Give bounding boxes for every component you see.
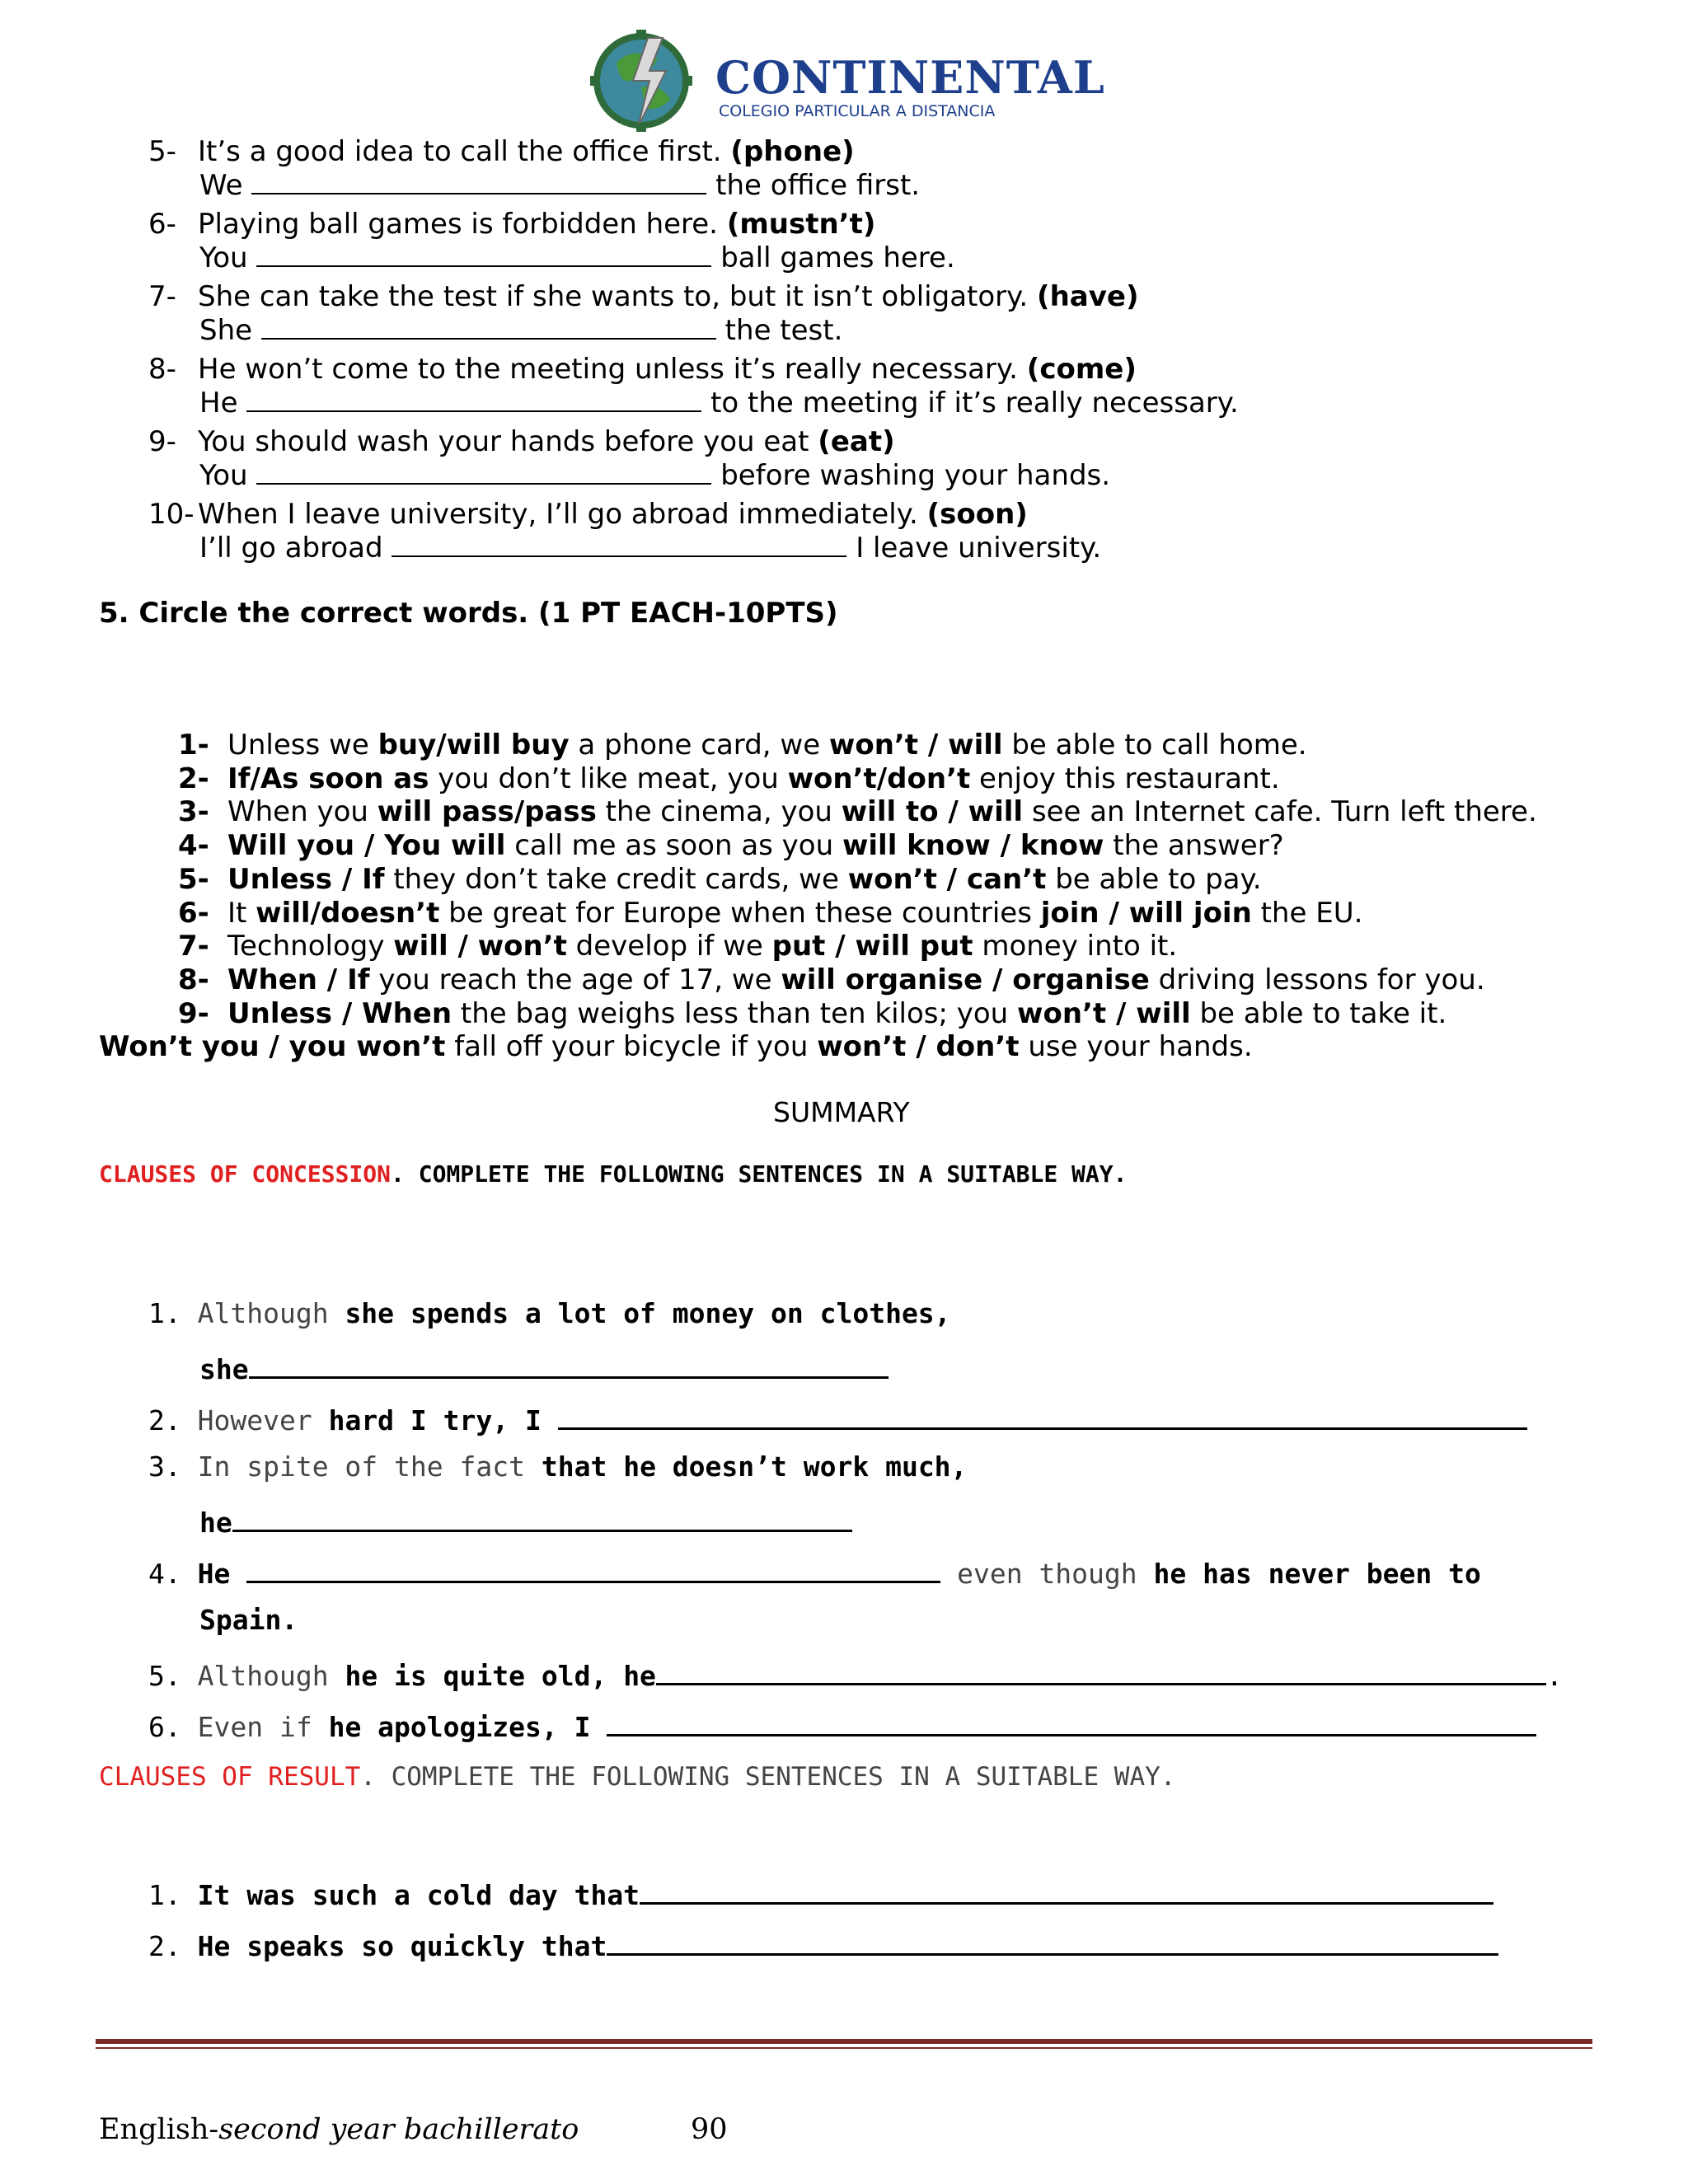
choice-option[interactable]: Unless / If xyxy=(227,862,385,896)
transform-item-answer: We the office first. xyxy=(199,169,921,202)
choice-option[interactable]: won’t / don’t xyxy=(817,1030,1020,1063)
circle-item: 3- When you will pass/pass the cinema, you will to / will see an Internet cafe. Turn left there. xyxy=(178,795,1537,829)
answer-blank[interactable] xyxy=(261,313,716,340)
result-title xyxy=(99,1762,1175,1792)
choice-option[interactable]: will organise / organise xyxy=(781,963,1150,996)
transform-item-answer: She the test. xyxy=(199,314,843,347)
choice-option[interactable]: When / If xyxy=(227,963,370,996)
transform-item: 8- He won’t come to the meeting unless it’s really necessary. (come) xyxy=(148,353,1137,386)
choice-option[interactable]: If/As soon as xyxy=(227,762,429,795)
footer-rule xyxy=(96,2039,1592,2044)
concession-item-3: 3. In spite of the fact that he doesn’t work much, xyxy=(148,1451,968,1483)
result-item-1: 1. It was such a cold day that xyxy=(148,1874,1493,1911)
answer-blank[interactable] xyxy=(246,386,701,412)
answer-blank[interactable] xyxy=(392,531,846,557)
concession-title-red: CLAUSES OF CONCESSION xyxy=(99,1160,392,1188)
transform-item-answer: I’ll go abroad I leave university. xyxy=(199,532,1102,565)
choice-option[interactable]: will to / will xyxy=(841,795,1024,829)
transform-item: 9- You should wash your hands before you eat (eat) xyxy=(148,425,895,458)
circle-item: 7- Technology will / won’t develop if we put / will put money into it. xyxy=(178,930,1178,963)
circle-item: 2- If/As soon as you don’t like meat, you won’t/don’t enjoy this restaurant. xyxy=(178,762,1280,795)
answer-blank[interactable] xyxy=(607,1706,1536,1736)
choice-option[interactable]: put / will put xyxy=(771,930,973,963)
choice-option[interactable]: will pass/pass xyxy=(377,795,597,829)
choice-option[interactable]: won’t / can’t xyxy=(847,862,1047,896)
result-item-2: 2. He speaks so quickly that xyxy=(148,1925,1498,1962)
choice-option[interactable]: Unless / When xyxy=(227,996,452,1030)
transform-item: 7- She can take the test if she wants to, but it isn’t obligatory. (have) xyxy=(148,280,1139,313)
summary-heading: SUMMARY xyxy=(773,1096,910,1128)
circle-item-10: Won’t you / you won’t fall off your bicycle if you won’t / don’t use your hands. xyxy=(99,1030,1253,1063)
footer-rule-thin xyxy=(96,2047,1592,2049)
circle-item: 8- When / If you reach the age of 17, we will organise / organise driving lessons for you. xyxy=(178,963,1485,996)
concession-title-rest: . COMPLETE THE FOLLOWING SENTENCES IN A SUITABLE WAY. xyxy=(391,1160,1128,1188)
school-logo xyxy=(584,30,1105,132)
concession-item-2: 2. However hard I try, I xyxy=(148,1399,1527,1436)
choice-option[interactable]: buy/will buy xyxy=(377,729,570,762)
section-5-title: 5. Circle the correct words. (1 PT EACH-10PTS) xyxy=(99,597,838,630)
answer-blank[interactable] xyxy=(249,1348,889,1379)
choice-option[interactable]: will know / know xyxy=(842,829,1104,863)
answer-blank[interactable] xyxy=(232,1502,852,1532)
result-title-rest: . COMPLETE THE FOLLOWING SENTENCES IN A SUITABLE WAY. xyxy=(360,1762,1176,1792)
answer-blank[interactable] xyxy=(558,1399,1527,1430)
circle-item: 4- Will you / You will call me as soon as you will know / know the answer? xyxy=(178,829,1284,863)
result-title-red: CLAUSES OF RESULT xyxy=(99,1762,361,1792)
concession-item-1-line2: she xyxy=(199,1348,889,1385)
transform-item-answer: He to the meeting if it’s really necessary. xyxy=(199,387,1239,419)
transform-item-answer: You ball games here. xyxy=(199,241,955,274)
answer-blank[interactable] xyxy=(246,1553,940,1583)
brand-subtitle: COLEGIO PARTICULAR A DISTANCIA xyxy=(719,102,996,120)
choice-option[interactable]: Won’t you / you won’t xyxy=(99,1030,446,1063)
choice-option[interactable]: won’t / will xyxy=(1017,996,1191,1030)
choice-option[interactable]: Will you / You will xyxy=(227,829,506,863)
choice-option[interactable]: won’t/don’t xyxy=(787,762,971,795)
concession-item-3-line2: he xyxy=(199,1502,852,1539)
transform-item: 5- It’s a good idea to call the office first. (phone) xyxy=(148,135,855,168)
circle-item: 6- It will/doesn’t be great for Europe when these countries join / will join the EU. xyxy=(178,896,1363,930)
answer-blank[interactable] xyxy=(251,168,706,194)
circle-item: 9- Unless / When the bag weighs less than ten kilos; you won’t / will be able to take it. xyxy=(178,996,1447,1030)
choice-option[interactable]: won’t / will xyxy=(828,729,1003,762)
concession-item-6: 6. Even if he apologizes, I xyxy=(148,1706,1536,1743)
circle-item: 1- Unless we buy/will buy a phone card, we won’t / will be able to call home. xyxy=(178,729,1307,762)
concession-title xyxy=(99,1160,1127,1188)
circle-item: 5- Unless / If they don’t take credit cards, we won’t / can’t be able to pay. xyxy=(178,862,1262,896)
answer-blank[interactable] xyxy=(256,458,711,485)
footer-subject: English-second year bachillerato xyxy=(99,2113,579,2146)
choice-option[interactable]: join / will join xyxy=(1040,896,1252,930)
globe-gear-icon xyxy=(584,30,710,132)
concession-item-5: 5. Although he is quite old, he . xyxy=(148,1655,1563,1692)
answer-blank[interactable] xyxy=(256,241,711,267)
page-number: 90 xyxy=(691,2113,728,2146)
choice-option[interactable]: will/doesn’t xyxy=(256,896,440,930)
transform-item: 6- Playing ball games is forbidden here. (mustn’t) xyxy=(148,208,876,241)
answer-blank[interactable] xyxy=(607,1925,1498,1956)
transform-item: 10- When I leave university, I’ll go abroad immediately. (soon) xyxy=(148,498,1028,531)
transform-item-answer: You before washing your hands. xyxy=(199,459,1111,492)
choice-option[interactable]: will / won’t xyxy=(393,930,567,963)
concession-item-4-line2: Spain. xyxy=(199,1604,298,1636)
answer-blank[interactable] xyxy=(656,1655,1546,1685)
brand-name: CONTINENTAL xyxy=(715,51,1105,104)
concession-item-4: 4. He even though he has never been to xyxy=(148,1553,1481,1590)
concession-item-1: 1. Although she spends a lot of money on clothes, xyxy=(148,1297,951,1329)
answer-blank[interactable] xyxy=(640,1874,1493,1905)
